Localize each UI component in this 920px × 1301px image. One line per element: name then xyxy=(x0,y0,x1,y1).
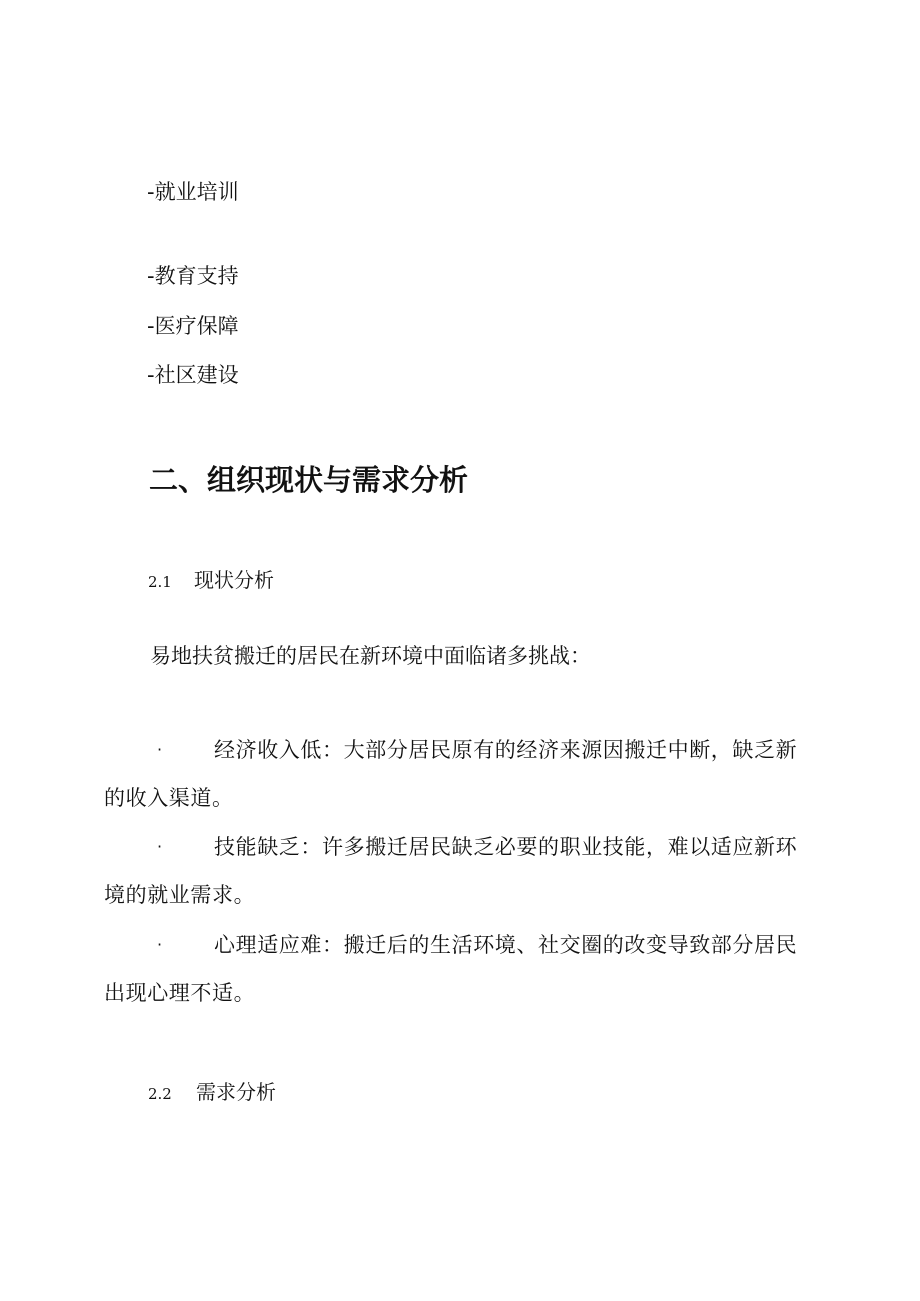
bullet-body: 搬迁后的生活环境、社交圈的改变导致部分居民出现心理不适。 xyxy=(104,933,798,1005)
subsection-title-2-2: 需求分析 xyxy=(196,1080,276,1104)
list-item-community-building: -社区建设 xyxy=(147,363,239,387)
bullet-paragraph-psychology xyxy=(104,921,804,1017)
bullet-marker: · xyxy=(157,837,163,856)
section-heading: 二、组织现状与需求分析 xyxy=(149,463,469,497)
list-item-employment-training: -就业培训 xyxy=(147,180,239,204)
subsection-number-2-2: 2.2 xyxy=(148,1085,172,1103)
bullet-marker: · xyxy=(157,935,163,954)
bullet-paragraph-skills xyxy=(104,823,804,919)
bullet-body: 大部分居民原有的经济来源因搬迁中断，缺乏新的收入渠道。 xyxy=(104,738,798,810)
subsection-number-2-1: 2.1 xyxy=(148,573,172,591)
intro-paragraph: 易地扶贫搬迁的居民在新环境中面临诸多挑战： xyxy=(150,644,591,668)
bullet-label: 技能缺乏： xyxy=(214,835,322,859)
list-item-education-support: -教育支持 xyxy=(147,264,239,288)
bullet-label: 经济收入低： xyxy=(214,738,344,762)
subsection-title-2-1: 现状分析 xyxy=(194,568,274,592)
bullet-label: 心理适应难： xyxy=(214,933,344,957)
bullet-marker: · xyxy=(157,740,163,759)
list-item-medical-security: -医疗保障 xyxy=(147,314,239,338)
bullet-paragraph-income xyxy=(104,726,804,822)
bullet-body: 许多搬迁居民缺乏必要的职业技能，难以适应新环境的就业需求。 xyxy=(104,835,798,907)
